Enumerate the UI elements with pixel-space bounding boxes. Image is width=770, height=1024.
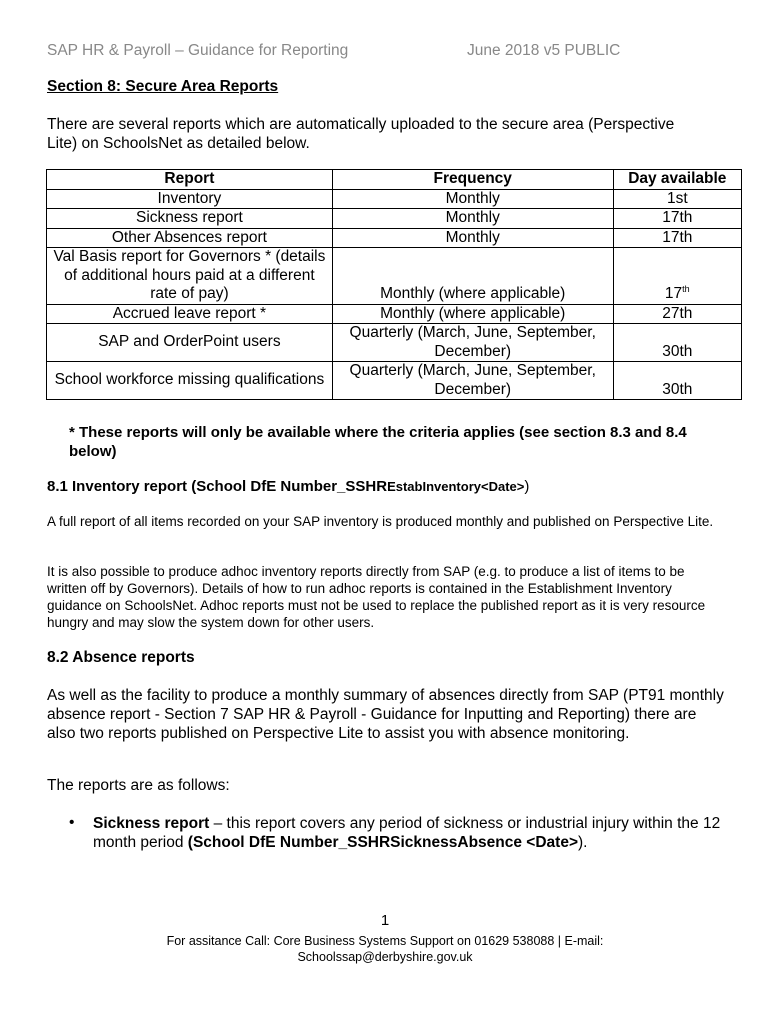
cell-frequency: Monthly: [332, 228, 613, 248]
cell-report: School workforce missing qualifications: [47, 362, 333, 400]
cell-frequency: Quarterly (March, June, September, December): [332, 362, 613, 400]
header-version: June 2018 v5 PUBLIC: [467, 42, 621, 59]
table-row: [47, 304, 742, 324]
header-title: SAP HR & Payroll – Guidance for Reporting: [47, 42, 349, 59]
table-row: [47, 209, 742, 229]
cell-frequency: Monthly: [332, 209, 613, 229]
section-title: Section 8: Secure Area Reports: [47, 78, 279, 95]
bullet-text: – this report covers any period of sickness or industrial injury within the 12 month period: [93, 815, 721, 851]
table-header-row: [47, 170, 742, 190]
absence-paragraph-2: The reports are as follows:: [47, 777, 230, 794]
bullet-end: ).: [578, 834, 588, 851]
cell-day: [613, 248, 741, 305]
cell-frequency: Monthly (where applicable): [332, 248, 613, 305]
absence-paragraph-1: As well as the facility to produce a monthly summary of absences directly from SAP (PT91 monthly absence report - Section 7 SAP HR & Payroll - Guidance for Inputting and Reporting) there are also two reports published on Perspective Lite to assist you with absence monitoring.: [47, 687, 724, 742]
cell-day: 17th: [613, 209, 741, 229]
page-footer: [0, 933, 770, 965]
cell-report: Sickness report: [47, 209, 333, 229]
heading-end: ): [524, 478, 530, 495]
table-row: [47, 362, 742, 400]
cell-report: Inventory: [47, 189, 333, 209]
cell-day: 17th: [613, 228, 741, 248]
page-number: 1: [380, 912, 390, 929]
cell-day-number: 17: [664, 285, 683, 302]
cell-frequency: Quarterly (March, June, September, December): [332, 324, 613, 362]
bullet-bold-tail: (School DfE Number_SSHRSicknessAbsence <Date>: [187, 834, 578, 851]
inventory-paragraph-2: It is also possible to produce adhoc inventory reports directly from SAP (e.g. to produce a list of items to be written off by Governors). Details of how to run adhoc reports is contained in the Establishment Inventory guidance on SchoolsNet. Adhoc reports must not be used to replace the published report as it is very resource hungry and may slow the system down for other users.: [47, 564, 706, 630]
criteria-note: * These reports will only be available where the criteria applies (see section 8.3 and 8.4 below): [69, 424, 687, 460]
table-row: [47, 228, 742, 248]
cell-report: Val Basis report for Governors * (details of additional hours paid at a different rate of pay): [47, 248, 333, 305]
cell-day: 1st: [613, 189, 741, 209]
reports-table: [46, 169, 742, 400]
table-row: [47, 324, 742, 362]
heading-small-part: EstabInventory<Date>: [387, 479, 525, 494]
section-intro: There are several reports which are automatically uploaded to the secure area (Perspective Lite) on SchoolsNet as detailed below.: [47, 116, 675, 152]
cell-report: SAP and OrderPoint users: [47, 324, 333, 362]
footer-line-1: For assitance Call: Core Business Systems Support on 01629 538088 | E-mail:: [166, 934, 604, 948]
table-row: [47, 248, 742, 305]
table-row: [47, 189, 742, 209]
column-header-report: Report: [47, 170, 333, 190]
bullet-icon: •: [69, 814, 75, 831]
bullet-title: Sickness report: [93, 815, 210, 832]
bullet-sickness-report: [93, 814, 743, 852]
section-8-1-heading: 8.1 Inventory report (School DfE Number_SSHREstabInventory<Date>): [47, 478, 530, 495]
cell-report: Other Absences report: [47, 228, 333, 248]
cell-report: Accrued leave report *: [47, 304, 333, 324]
section-8-2-heading: 8.2 Absence reports: [47, 649, 195, 666]
cell-day: 30th: [613, 362, 741, 400]
inventory-paragraph-1: A full report of all items recorded on your SAP inventory is produced monthly and published on Perspective Lite.: [47, 514, 714, 529]
footer-email: Schoolssap@derbyshire.gov.uk: [297, 950, 473, 964]
cell-frequency: Monthly (where applicable): [332, 304, 613, 324]
column-header-day: Day available: [613, 170, 741, 190]
column-header-frequency: Frequency: [332, 170, 613, 190]
cell-frequency: Monthly: [332, 189, 613, 209]
cell-day: 30th: [613, 324, 741, 362]
cell-day: 27th: [613, 304, 741, 324]
cell-day-suffix: th: [682, 283, 690, 294]
